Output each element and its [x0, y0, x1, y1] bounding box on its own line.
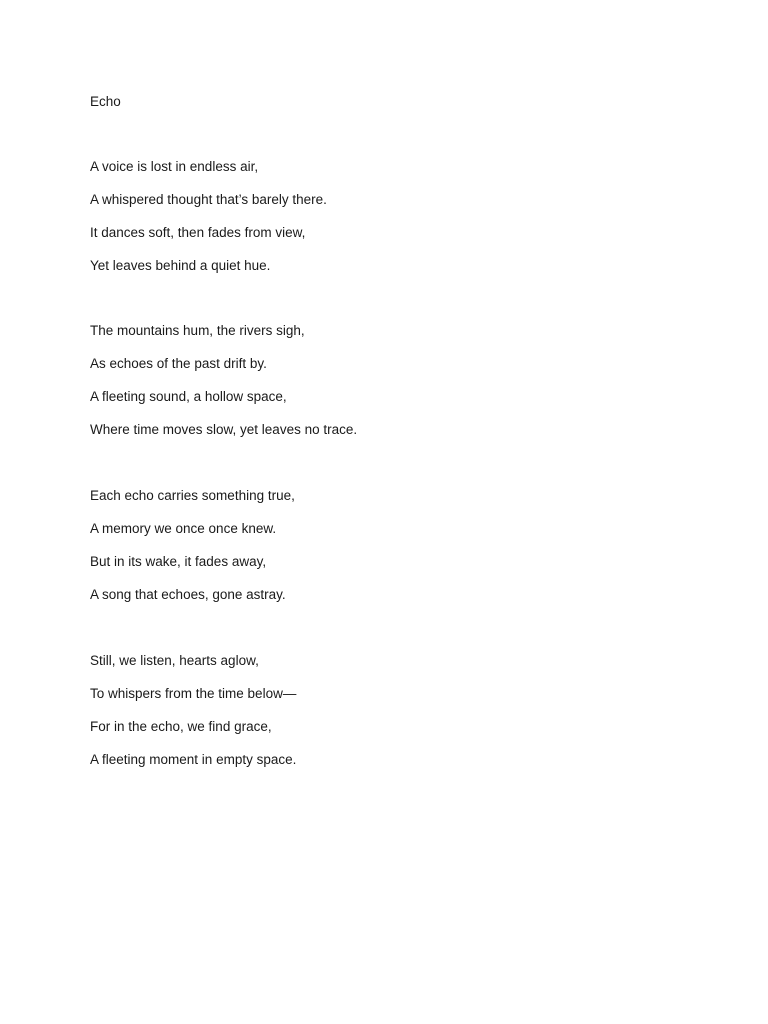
poem-line: Each echo carries something true, [90, 488, 295, 503]
poem-line: But in its wake, it fades away, [90, 554, 267, 569]
poem-line: To whispers from the time below— [90, 686, 297, 701]
stanza-4 [90, 652, 296, 784]
poem-line: A memory we once once knew. [90, 521, 277, 536]
poem-line: The mountains hum, the rivers sigh, [90, 323, 305, 338]
poem-line: A voice is lost in endless air, [90, 159, 259, 174]
stanza-1 [90, 158, 327, 290]
poem-line: A fleeting sound, a hollow space, [90, 389, 287, 404]
poem-line: Where time moves slow, yet leaves no trace. [90, 422, 358, 437]
stanza-2 [90, 322, 357, 454]
poem-line: For in the echo, we find grace, [90, 719, 272, 734]
poem-line: A whispered thought that’s barely there. [90, 192, 327, 207]
poem-line: It dances soft, then fades from view, [90, 225, 306, 240]
stanza-3 [90, 487, 295, 619]
poem-line: Still, we listen, hearts aglow, [90, 653, 259, 668]
poem-line: A song that echoes, gone astray. [90, 587, 286, 602]
poem-line: A fleeting moment in empty space. [90, 752, 297, 767]
poem-line: Yet leaves behind a quiet hue. [90, 258, 271, 273]
poem-line: As echoes of the past drift by. [90, 356, 267, 371]
poem-title: Echo [90, 94, 121, 109]
